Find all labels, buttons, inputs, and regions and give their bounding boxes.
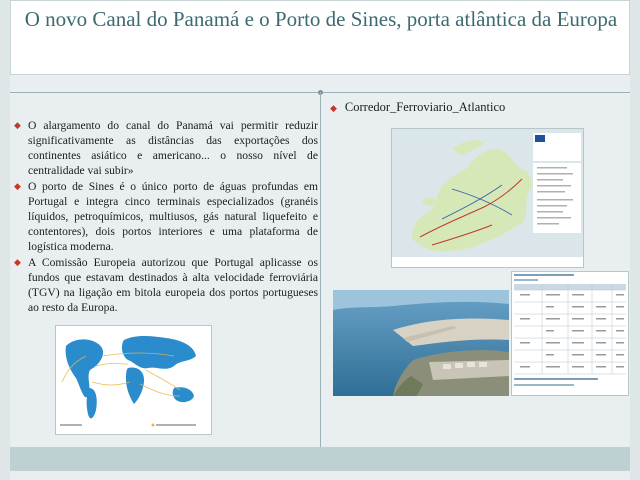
bullet-sines	[14, 179, 318, 254]
left-margin	[0, 0, 10, 480]
bullet-text: A Comissão Europeia autorizou que Portugal aplicasse os fundos que estavam destinados à alta velocidade ferroviária (TGV) na ligação em bitola europeia dos portos portugueses ao resto da Europa.	[28, 256, 318, 314]
footer-band	[10, 447, 630, 471]
right-heading	[330, 100, 505, 115]
sines-port-aerial-photo	[333, 290, 509, 396]
left-bullet-list	[14, 118, 318, 316]
world-shipping-routes-map	[55, 325, 212, 435]
right-margin	[630, 0, 640, 480]
europe-map-graphic	[392, 129, 583, 267]
bullet-comissao	[14, 255, 318, 315]
bullet-marker-icon: ◆	[14, 257, 21, 267]
world-map-graphic	[56, 326, 211, 434]
right-heading-text: Corredor_Ferroviario_Atlantico	[344, 100, 506, 114]
port-photo-graphic	[333, 290, 509, 396]
bullet-marker-icon: ◆	[14, 120, 21, 130]
bullet-marker-icon: ◆	[330, 103, 337, 113]
bullet-panama	[14, 118, 318, 178]
vertical-divider	[320, 92, 321, 447]
bullet-text: O alargamento do canal do Panamá vai permitir reduzir significativamente as distâncias das exportações dos continentes asiático e americano... o nosso nível de centralidade vai subir»	[28, 119, 318, 177]
bullet-text: O porto de Sines é o único porto de águas profundas em Portugal e integra cinco terminais especializados (granéis líquidos, petroquímicos, multiusos, gás natural liquefeito e contentores), dois portos interiores e uma plataforma de logística moderna.	[28, 180, 318, 253]
title-band	[10, 0, 630, 75]
europe-rail-corridor-map	[391, 128, 584, 268]
bullet-marker-icon: ◆	[14, 181, 21, 191]
table-graphic	[512, 272, 628, 395]
cargo-statistics-table-image	[511, 271, 629, 396]
slide-title: O novo Canal do Panamá e o Porto de Sines, porta atlântica da Europa	[24, 7, 618, 31]
